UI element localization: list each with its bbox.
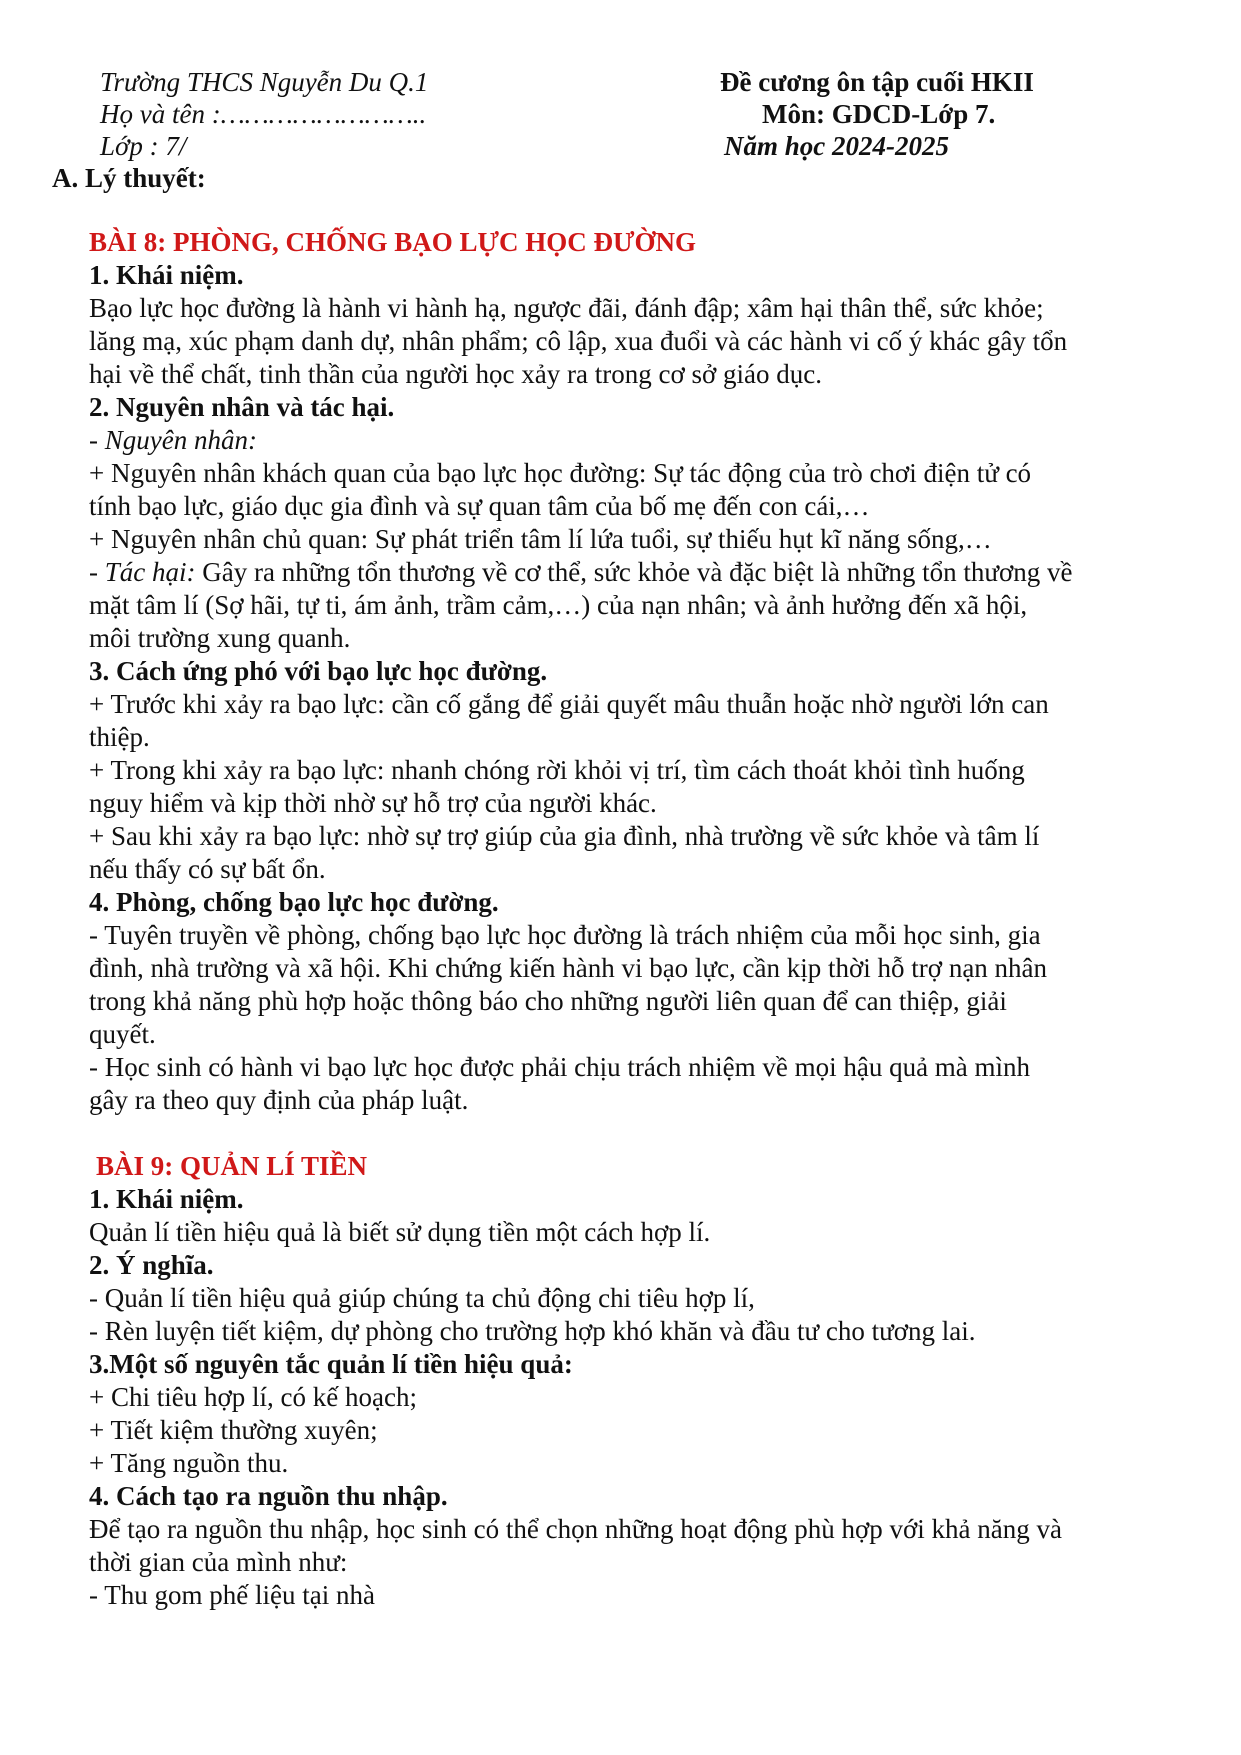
harm-text: Gây ra những tổn thương về cơ thể, sức khỏe và đặc biệt là những tổn thương về xyxy=(195,557,1073,587)
paragraph-line: + Sau khi xảy ra bạo lực: nhờ sự trợ giúp của gia đình, nhà trường về sức khỏe và tâm lí xyxy=(89,821,1040,851)
paragraph-line: thiệp. xyxy=(89,722,150,752)
lesson-9-title: BÀI 9: QUẢN LÍ TIỀN xyxy=(96,1151,368,1181)
paragraph-line: - Học sinh có hành vi bạo lực học được phải chịu trách nhiệm về mọi hậu quả mà mình xyxy=(89,1052,1031,1082)
lesson-8-heading-3: 3. Cách ứng phó với bạo lực học đường. xyxy=(89,656,548,686)
lesson-8-title: BÀI 8: PHÒNG, CHỐNG BẠO LỰC HỌC ĐƯỜNG xyxy=(89,227,696,257)
student-name-line: Họ và tên :…………………….. xyxy=(100,99,427,129)
paragraph-line: hại về thể chất, tinh thần của người học xảy ra trong cơ sở giáo dục. xyxy=(89,359,822,389)
lesson-8-heading-1: 1. Khái niệm. xyxy=(89,260,244,290)
class-line: Lớp : 7/ xyxy=(100,131,187,161)
lesson-8-heading-2: 2. Nguyên nhân và tác hại. xyxy=(89,392,395,422)
document-title: Đề cương ôn tập cuối HKII xyxy=(720,67,1034,97)
paragraph-line: - Quản lí tiền hiệu quả giúp chúng ta chủ động chi tiêu hợp lí, xyxy=(89,1283,755,1313)
subject-line: Môn: GDCD-Lớp 7. xyxy=(762,99,996,129)
section-a-heading: A. Lý thuyết: xyxy=(52,163,206,193)
harm-line xyxy=(89,556,1073,589)
paragraph-line: nếu thấy có sự bất ổn. xyxy=(89,854,326,884)
paragraph-line: lăng mạ, xúc phạm danh dự, nhân phẩm; cô lập, xua đuổi và các hành vi cố ý khác gây tổn xyxy=(89,326,1068,356)
lesson-9-heading-2: 2. Ý nghĩa. xyxy=(89,1250,214,1280)
paragraph-line: Để tạo ra nguồn thu nhập, học sinh có thể chọn những hoạt động phù hợp với khả năng và xyxy=(89,1514,1063,1544)
cause-label: - Nguyên nhân: xyxy=(89,425,257,455)
paragraph-line: + Tăng nguồn thu. xyxy=(89,1448,289,1478)
school-name: Trường THCS Nguyễn Du Q.1 xyxy=(100,67,429,97)
paragraph-line: + Nguyên nhân chủ quan: Sự phát triển tâm lí lứa tuổi, sự thiếu hụt kĩ năng sống,… xyxy=(89,524,992,554)
paragraph-line: trong khả năng phù hợp hoặc thông báo cho những người liên quan để can thiệp, giải xyxy=(89,986,1007,1016)
paragraph-line: thời gian của mình như: xyxy=(89,1547,348,1577)
lesson-9-heading-4: 4. Cách tạo ra nguồn thu nhập. xyxy=(89,1481,448,1511)
paragraph-line: Quản lí tiền hiệu quả là biết sử dụng tiền một cách hợp lí. xyxy=(89,1217,711,1247)
paragraph-line: - Thu gom phế liệu tại nhà xyxy=(89,1580,375,1610)
paragraph-line: môi trường xung quanh. xyxy=(89,623,351,653)
paragraph-line: tính bạo lực, giáo dục gia đình và sự quan tâm của bố mẹ đến con cái,… xyxy=(89,491,870,521)
lesson-9-heading-3: 3.Một số nguyên tắc quản lí tiền hiệu quả: xyxy=(89,1349,573,1379)
paragraph-line: + Trước khi xảy ra bạo lực: cần cố gắng để giải quyết mâu thuẫn hoặc nhờ người lớn can xyxy=(89,689,1049,719)
paragraph-line: mặt tâm lí (Sợ hãi, tự ti, ám ảnh, trầm cảm,…) của nạn nhân; và ảnh hưởng đến xã hội, xyxy=(89,590,1028,620)
paragraph-line: - Rèn luyện tiết kiệm, dự phòng cho trường hợp khó khăn và đầu tư cho tương lai. xyxy=(89,1316,976,1346)
paragraph-line: đình, nhà trường và xã hội. Khi chứng kiến hành vi bạo lực, cần kịp thời hỗ trợ nạn nhân xyxy=(89,953,1048,983)
harm-label: - Tác hại: xyxy=(89,557,196,587)
paragraph-line: + Nguyên nhân khách quan của bạo lực học đường: Sự tác động của trò chơi điện tử có xyxy=(89,458,1032,488)
paragraph-line: - Tuyên truyền về phòng, chống bạo lực học đường là trách nhiệm của mỗi học sinh, gia xyxy=(89,920,1041,950)
paragraph-line: Bạo lực học đường là hành vi hành hạ, ngược đãi, đánh đập; xâm hại thân thể, sức khỏe; xyxy=(89,293,1044,323)
paragraph-line: + Chi tiêu hợp lí, có kế hoạch; xyxy=(89,1382,417,1412)
lesson-8-heading-4: 4. Phòng, chống bạo lực học đường. xyxy=(89,887,499,917)
paragraph-line: nguy hiểm và kịp thời nhờ sự hỗ trợ của người khác. xyxy=(89,788,657,818)
school-year: Năm học 2024-2025 xyxy=(724,131,949,161)
lesson-9-heading-1: 1. Khái niệm. xyxy=(89,1184,244,1214)
paragraph-line: + Trong khi xảy ra bạo lực: nhanh chóng rời khỏi vị trí, tìm cách thoát khỏi tình huống xyxy=(89,755,1025,785)
paragraph-line: + Tiết kiệm thường xuyên; xyxy=(89,1415,378,1445)
paragraph-line: quyết. xyxy=(89,1019,156,1049)
paragraph-line: gây ra theo quy định của pháp luật. xyxy=(89,1085,469,1115)
